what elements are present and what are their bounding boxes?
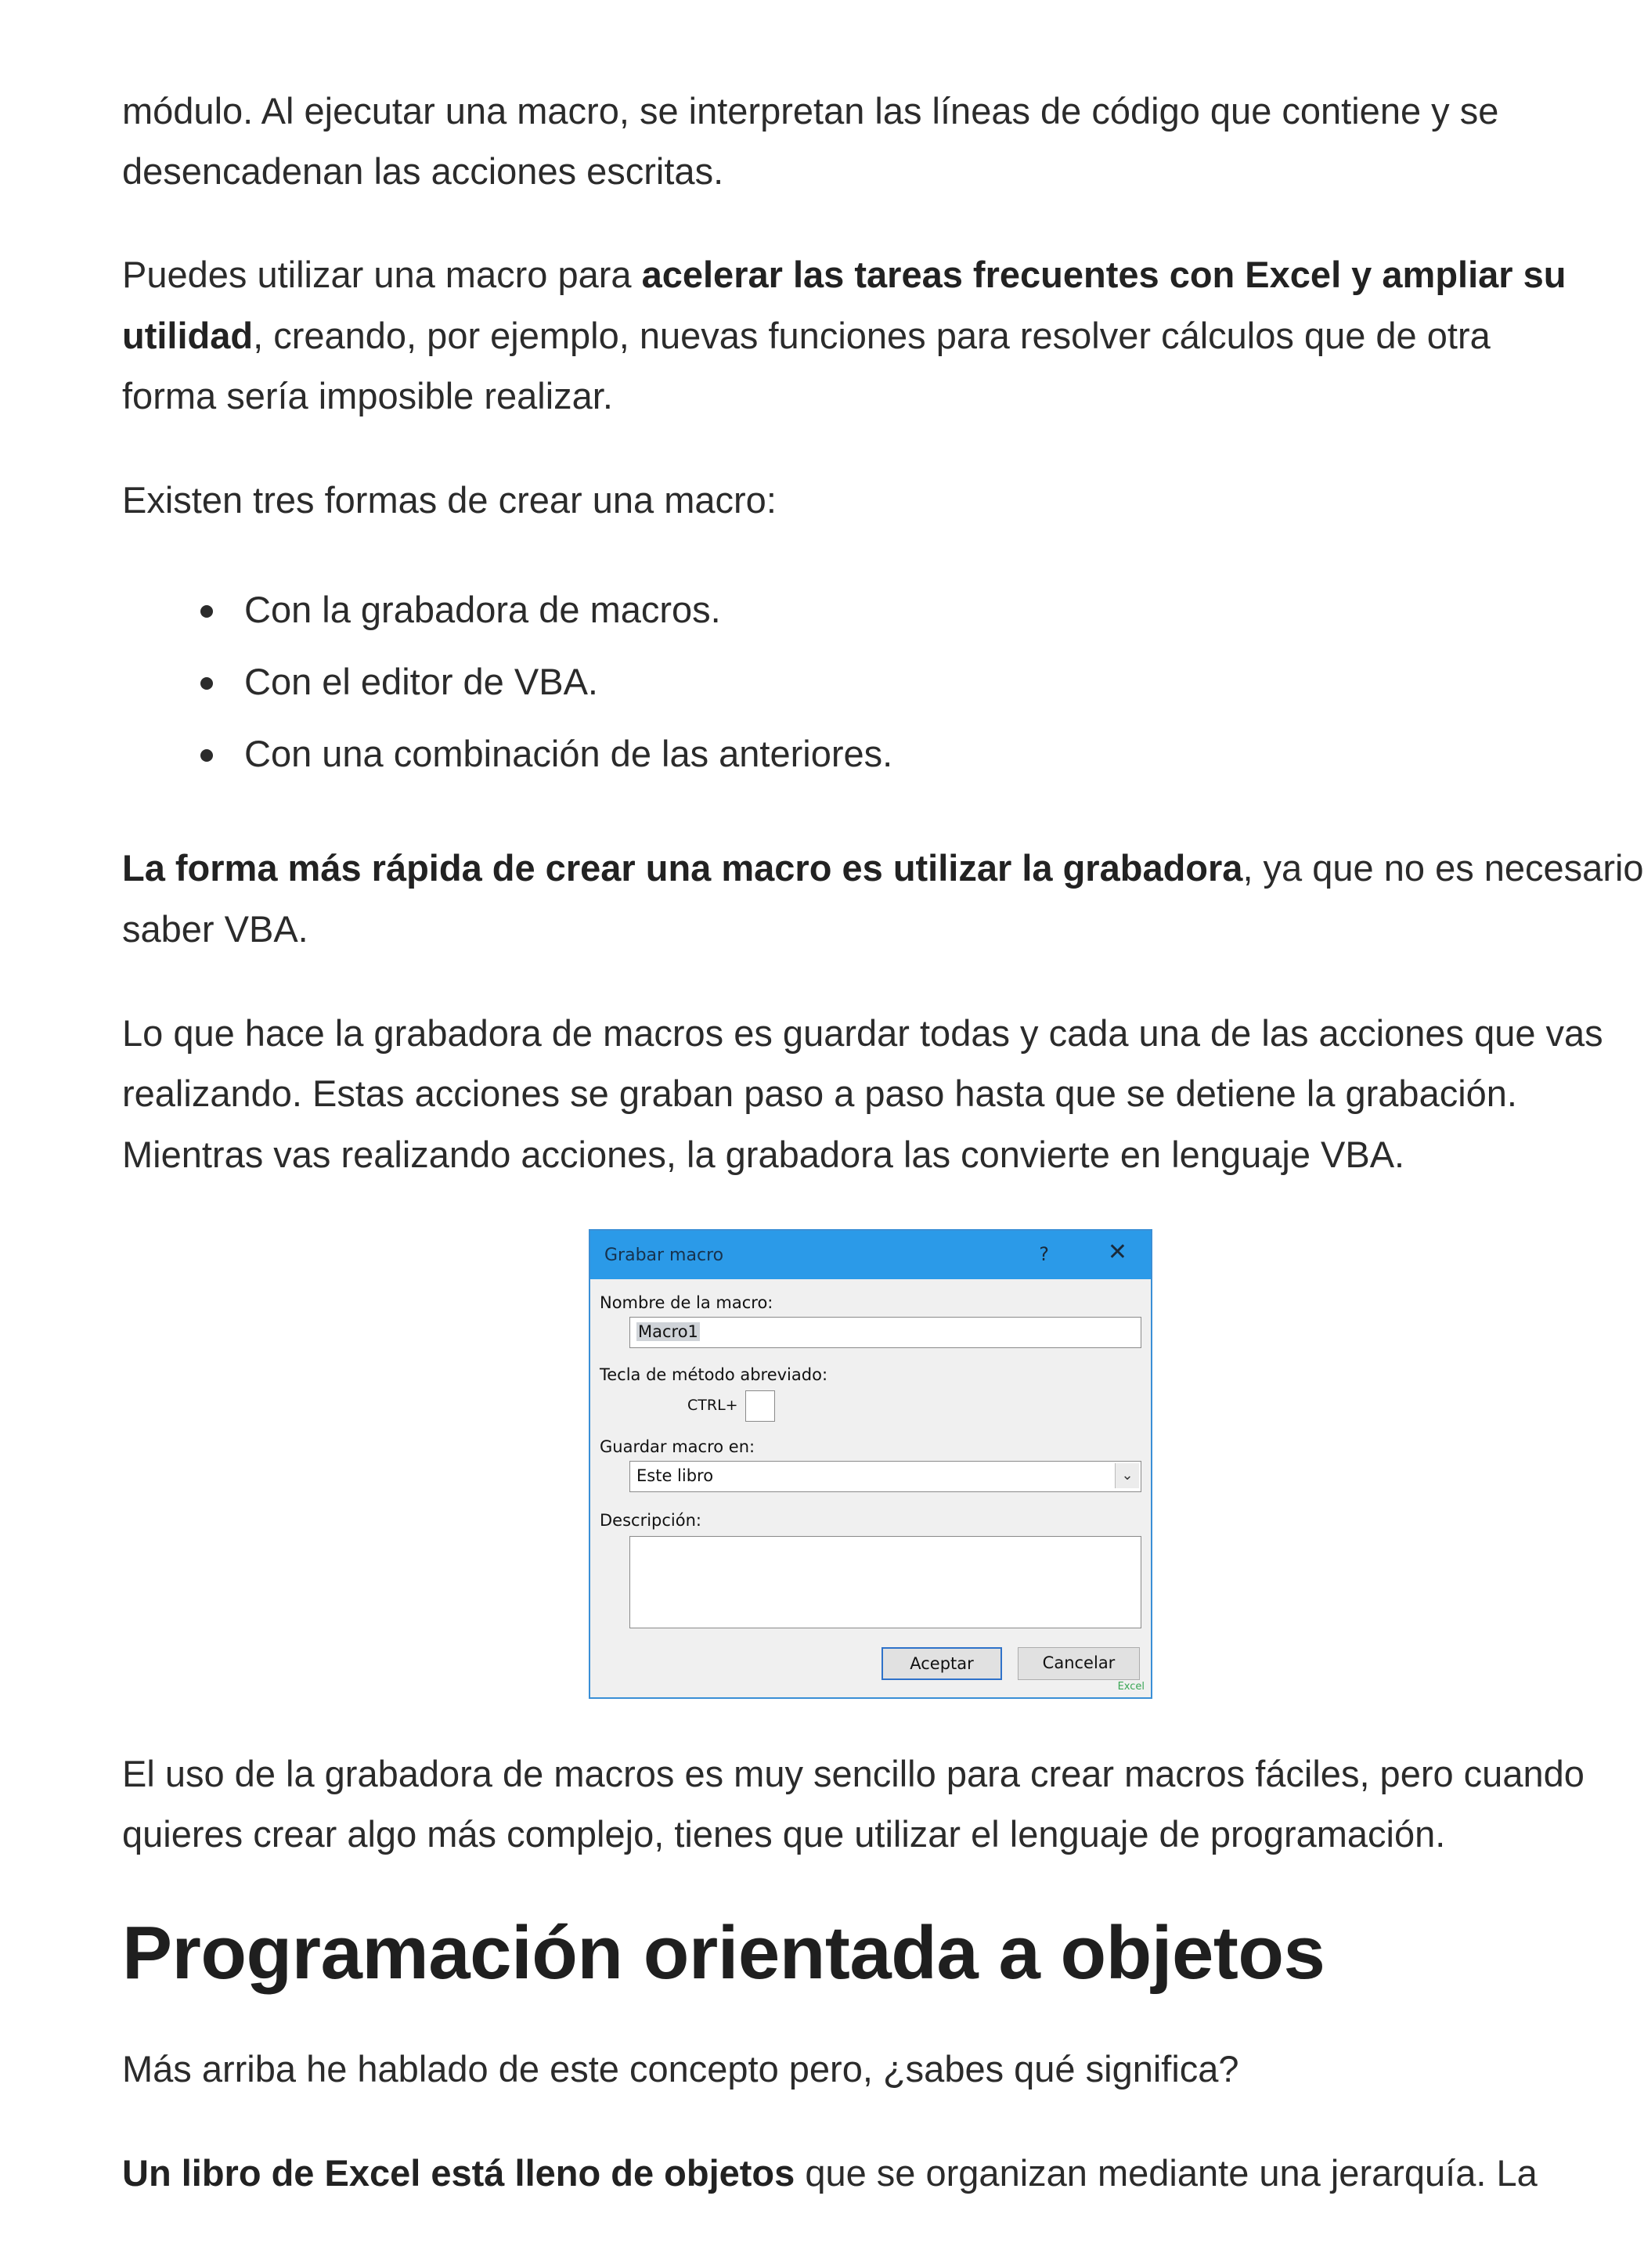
macro-name-value: Macro1 [638,1322,698,1341]
watermark: Excel [1117,1681,1145,1693]
ok-button[interactable]: Aceptar [881,1647,1002,1680]
macro-name-input[interactable] [629,1317,1141,1348]
chevron-down-icon[interactable]: ⌄ [1115,1463,1139,1488]
section-heading: Programación orientada a objetos [122,1911,1325,1995]
paragraph-8 [122,2143,1538,2204]
paragraph-4-line-1 [122,838,1644,899]
record-macro-dialog [589,1229,1152,1699]
dialog-title: Grabar macro [604,1245,724,1265]
text-span: Puedes utilizar una macro para [122,254,642,295]
macro-name-label: Nombre de la macro: [600,1293,773,1312]
paragraph-5-line-1: Lo que hace la grabadora de macros es guardar todas y cada una de las acciones que vas [122,1012,1603,1054]
paragraph-1-line-2: desencadenan las acciones escritas. [122,150,724,192]
bold-span: utilidad [122,315,254,356]
close-icon[interactable]: ✕ [1107,1239,1127,1266]
paragraph-2-line-2 [122,305,1491,366]
cancel-button[interactable]: Cancelar [1018,1647,1140,1680]
text-span: que se organizan mediante una jerarquía. La [795,2152,1538,2194]
paragraph-5-line-2: realizando. Estas acciones se graban paso a paso hasta que se detiene la grabación. [122,1073,1517,1114]
help-icon[interactable]: ? [1039,1243,1049,1265]
dialog-titlebar [590,1231,1151,1279]
description-textarea[interactable] [629,1536,1141,1628]
list-item: Con una combinación de las anteriores. [200,718,892,790]
save-in-value: Este libro [636,1466,714,1485]
paragraph-6-line-1: El uso de la grabadora de macros es muy sencillo para crear macros fáciles, pero cuando [122,1753,1585,1794]
paragraph-3: Existen tres formas de crear una macro: [122,479,777,521]
description-label: Descripción: [600,1511,701,1530]
list-item: Con la grabadora de macros. [200,574,892,646]
text-span: , ya que no es necesario [1242,847,1644,889]
paragraph-1-line-1: módulo. Al ejecutar una macro, se interpretan las líneas de código que contiene y se [122,90,1499,132]
paragraph-6-line-2: quieres crear algo más complejo, tienes que utilizar el lenguaje de programación. [122,1813,1446,1855]
bold-span: acelerar las tareas frecuentes con Excel y ampliar su [641,254,1566,295]
bold-span: La forma más rápida de crear una macro es utilizar la grabadora [122,847,1243,889]
paragraph-2-line-3: forma sería imposible realizar. [122,375,613,416]
bold-span: Un libro de Excel está lleno de objetos [122,2152,795,2194]
paragraph-2-line-1 [122,244,1566,305]
save-in-label: Guardar macro en: [600,1437,755,1456]
paragraph-7: Más arriba he hablado de este concepto pero, ¿sabes qué significa? [122,2048,1239,2090]
bullet-list [200,574,892,790]
article [122,0,1644,2268]
paragraph-4-line-2: saber VBA. [122,908,308,950]
text-span: , creando, por ejemplo, nuevas funciones para resolver cálculos que de otra [253,315,1491,356]
shortcut-label: Tecla de método abreviado: [600,1365,828,1384]
ctrl-label: CTRL+ [687,1397,738,1414]
paragraph-5-line-3: Mientras vas realizando acciones, la grabadora las convierte en lenguaje VBA. [122,1134,1405,1175]
save-in-select[interactable] [629,1461,1141,1492]
shortcut-key-input[interactable] [745,1390,775,1422]
list-item: Con el editor de VBA. [200,646,892,718]
